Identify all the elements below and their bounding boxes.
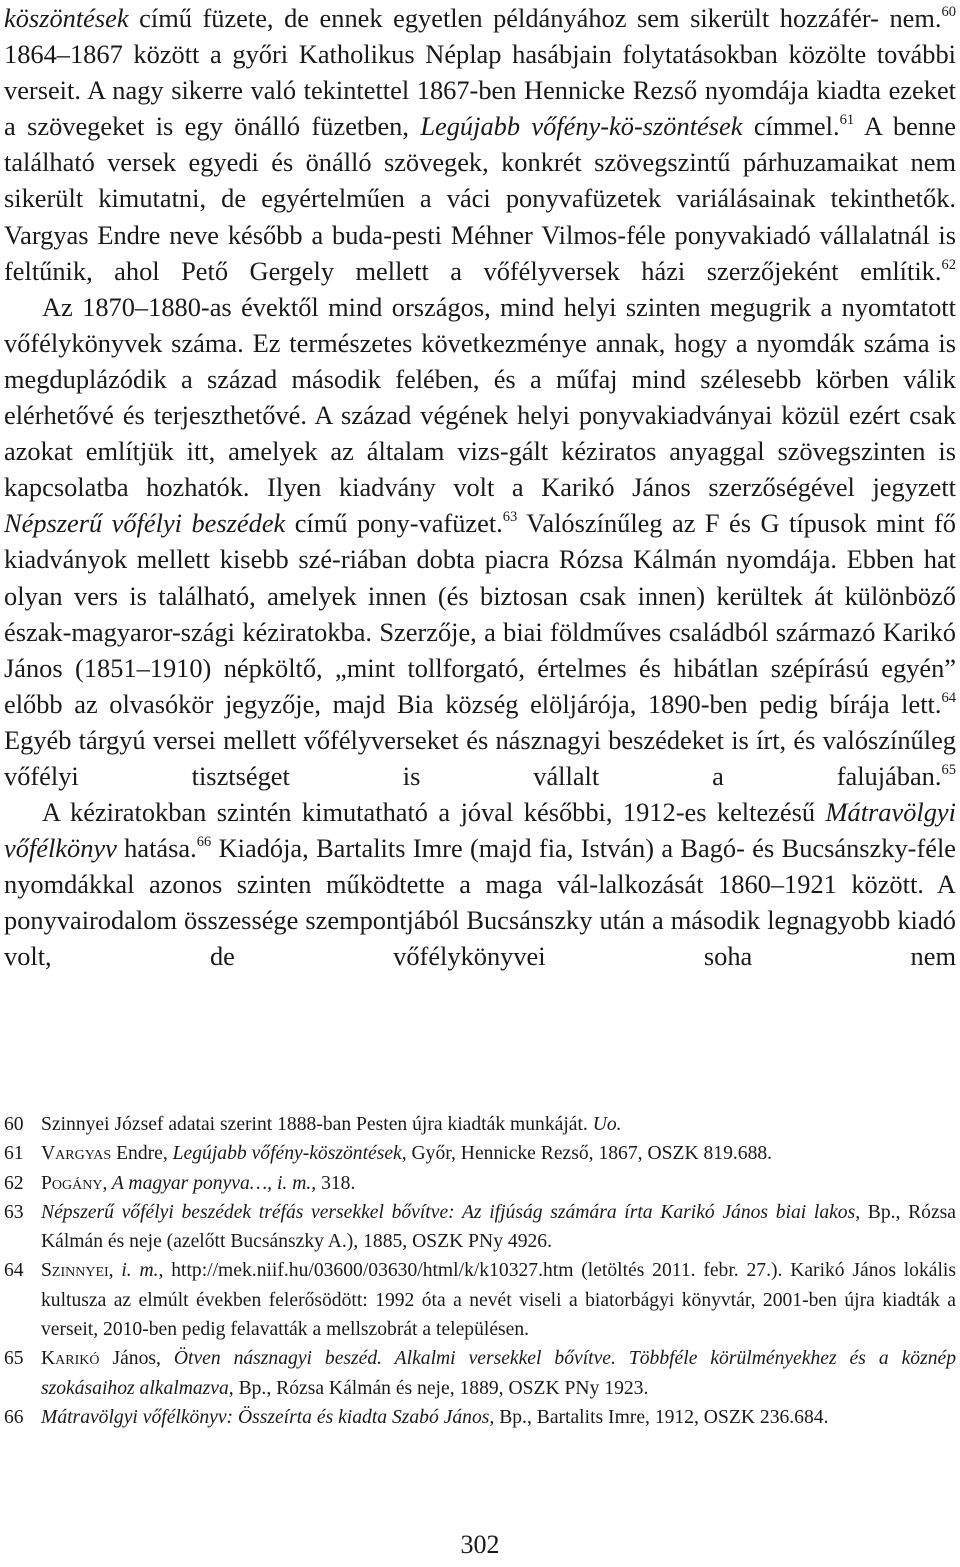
text-line: szövegszintű párhuzamaikat nem sikerült kimutatni, de egyértelműen a váci: [4, 147, 956, 214]
text-line: közölte további verseit. A nagy sikerre való tekintettel 1867-ben Hennicke Rezső: [4, 39, 956, 106]
text-line: Kiadója, Bartalits Imre (majd fia, István) a: [211, 833, 674, 864]
footnote-italic: és a köznép szokásaihoz alkalmazva,: [41, 1348, 956, 1399]
text-line: és valószínűleg vőfélyi tisztséget is vállalt a falujában.: [4, 724, 956, 791]
footnote-italic: lakos,: [813, 1201, 861, 1223]
footnote-italic: Ötven násznagyi beszéd. Alkalmi versekkel bővítve. Többféle körülményekhez: [173, 1348, 837, 1370]
page-number: 302: [460, 1530, 500, 1559]
footnote-author: Pogány,: [41, 1172, 108, 1194]
footnote-62: [4, 1169, 956, 1198]
footnote-text: [41, 1198, 956, 1257]
text-line: mellett a vőfélyversek házi szerzőjeként említik.: [355, 255, 942, 286]
footnote-content: Bp., Rózsa Kálmán és neje, 1889, OSZK PNy 1923.: [233, 1377, 649, 1399]
footnote-ref: 61: [839, 112, 855, 129]
footnote-number: 63: [4, 1201, 24, 1223]
italic-title: Mátravölgyi vőfélkönyv: [4, 797, 956, 864]
text-line: volt a Karikó János szerzőségével jegyzett: [453, 472, 956, 503]
footnote-text: [41, 1139, 956, 1168]
footnote-63: [4, 1198, 956, 1257]
text-line: pesti Méhner Vilmos-féle ponyvakiadó vállalatnál is feltűnik, ahol Pető Gergely: [4, 219, 956, 286]
footnote-italic: Népszerű vőfélyi beszédek tréfás versekkel bővítve: Az ifjúság számára írta Karikó János biai: [41, 1201, 807, 1223]
italic-title: köszöntések: [4, 3, 129, 33]
footnote-content: 236.684.: [759, 1406, 829, 1428]
text-line: lalkozását 1860–1921 között. A ponyvairodalom összessége szempontjából: [4, 869, 956, 936]
footnote-italic: i. m.,: [113, 1260, 164, 1282]
text-line: 1864–1867 között a győri Katholikus Néplap hasábjain folytatásokban: [4, 39, 778, 70]
paragraph-2: [4, 289, 956, 794]
footnote-61: [4, 1139, 956, 1168]
footnote-number: 62: [4, 1172, 24, 1194]
text-line: Valószínűleg az F és G típusok mint fő kiadványok mellett kisebb szé-: [4, 508, 956, 575]
text-line: A benne található versek egyedi és önálló szövegek, konkrét: [4, 111, 957, 178]
text-line: Bucsánszky után a második legnagyobb kiadó volt, de vőfélykönyvei soha nem: [4, 905, 956, 972]
text-line: nyomdája kiadta ezeket a szövegeket is egy önálló füzetben,: [4, 75, 956, 142]
text-line: ponyvakiadványai közül ezért csak azokat említjük itt, amelyek az általam vizs-: [4, 400, 956, 467]
text-line: nem.: [889, 3, 942, 33]
text-line: nyomtatott vőfélykönyvek száma. Ez természetes következménye annak, hogy: [4, 291, 956, 358]
footnote-content: 318.: [316, 1172, 356, 1194]
text-line: szélesebb körben válik elérhetővé és terjeszthetővé. A század végének helyi: [4, 363, 956, 431]
text-line: ponyvafüzetek variálásainak tekinthetők. Vargyas Endre neve később a buda-: [4, 183, 956, 250]
footnote-url: http://mek.niif.hu/03600/03630/html/k/k10327.htm (letöltés 2011. febr.: [163, 1260, 739, 1282]
text-line: Az 1870–1880-as évektől mind országos, mind helyi szinten megugrik a: [42, 291, 833, 322]
text-line: a nyomdák száma is megduplázódik a század második felében, és a műfaj mind: [4, 327, 957, 394]
text-line: hatása.: [116, 833, 197, 864]
text-line: (1851–1910) népköltő, „mint tollforgató, értelmes és hibátlan szépírású egyén”: [75, 652, 956, 683]
footnote-text: [41, 1169, 956, 1198]
footnote-author: Szinnyei,: [41, 1260, 114, 1282]
footnote-number: 65: [4, 1348, 24, 1370]
text-line: Bagó- és Bucsánszky-féle nyomdákkal azonos szinten működtette a maga vál-: [4, 833, 956, 900]
footnote-text: [41, 1403, 956, 1432]
italic-title: Legújabb vőfény-kö-: [420, 111, 643, 142]
text-line: gált kéziratos anyaggal szövegszinten is kapcsolatba hozhatók. Ilyen kiadvány: [4, 436, 956, 503]
footnote-italic: Legújabb vőfény-köszöntések,: [172, 1143, 407, 1165]
text-line: előbb az olvasókör jegyzője, majd Bia község elöljárója, 1890-ben pedig bírája: [4, 688, 890, 719]
text-line: címmel.: [742, 111, 840, 142]
footnote-italic: Mátravölgyi vőfélkönyv: Összeírta és kiadta Szabó János,: [41, 1406, 495, 1428]
footnote-number: 60: [4, 1114, 24, 1135]
italic-title: szöntések: [642, 111, 743, 142]
footnote-text: [41, 1256, 956, 1344]
text-line: című füzete, de ennek egyetlen példányához sem sikerült hozzáfér-: [128, 3, 879, 33]
footnote-number: 66: [4, 1406, 24, 1428]
footnote-ref: 66: [196, 834, 212, 851]
footnote-text: [41, 1110, 956, 1139]
footnote-content: 27.). Karikó János lokális kultusza az elmúlt években felerősödött: 1992 óta a nevét viseli a: [41, 1260, 956, 1311]
footnote-ref: 63: [502, 509, 518, 526]
footnote-content: János,: [99, 1348, 174, 1370]
footnote-text: [41, 1344, 956, 1403]
footnote-66: [4, 1403, 956, 1432]
footnote-content: Endre,: [111, 1143, 173, 1165]
main-text: [4, 0, 956, 975]
footnote-content: Győr, Hennicke Rezső, 1867, OSZK 819.688.: [406, 1143, 773, 1165]
text-line: című pony-: [285, 508, 419, 539]
footnote-64: [4, 1256, 956, 1344]
footnote-number: 64: [4, 1260, 24, 1282]
footnote-italic: Uo.: [592, 1114, 622, 1135]
footnote-ref: 65: [941, 762, 956, 779]
footnote-content: biatorbágyi könyvtár, 2001-ben újra kiadták a verseit, 2010-ben pedig felavatták a mellszobrát: [41, 1289, 956, 1341]
text-line: lett.: [901, 688, 942, 719]
text-line: A kéziratokban szintén kimutatható a jóval későbbi, 1912-es keltezésű: [42, 797, 816, 828]
footnote-content: Bp., Rózsa Kálmán és neje (azelőtt Bucsánszky A.), 1885, OSZK PNy 4926.: [41, 1201, 957, 1253]
paragraph-1: [4, 0, 956, 289]
footnote-content: Szinnyei József adatai szerint 1888-ban Pesten újra kiadták munkáját.: [41, 1114, 593, 1135]
footnote-ref: 60: [941, 4, 956, 21]
footnote-italic: A magyar ponyva…, i. m.,: [107, 1172, 317, 1194]
footnotes: [4, 1110, 956, 1432]
text-line: riában dobta piacra Rózsa Kálmán nyomdája. Ebben hat olyan vers is található,: [4, 544, 956, 611]
footnote-content: a településen.: [422, 1319, 530, 1341]
footnote-content: Bp., Bartalits Imre, 1912, OSZK: [494, 1406, 755, 1428]
footnote-60: [4, 1110, 956, 1139]
footnote-author: Karikó: [41, 1348, 100, 1370]
footnote-65: [4, 1344, 956, 1403]
italic-title: Népszerű vőfélyi beszédek: [4, 508, 286, 539]
paragraph-3: [4, 794, 956, 974]
footnote-ref: 62: [941, 256, 956, 273]
text-line: amelyek innen (és biztosan csak innen) kerültek át különböző észak-magyaror-: [4, 580, 956, 647]
footnote-author: Vargyas: [41, 1143, 112, 1165]
footnote-number: 61: [4, 1143, 24, 1165]
text-line: szági kéziratokba. Szerzője, a biai földműves családból származó Karikó János: [4, 616, 956, 683]
footnote-ref: 64: [941, 689, 956, 706]
text-line: vafüzet.: [418, 508, 503, 539]
text-line: Egyéb tárgyú versei mellett vőfélyverseket és násznagyi beszédeket is írt,: [4, 724, 787, 755]
